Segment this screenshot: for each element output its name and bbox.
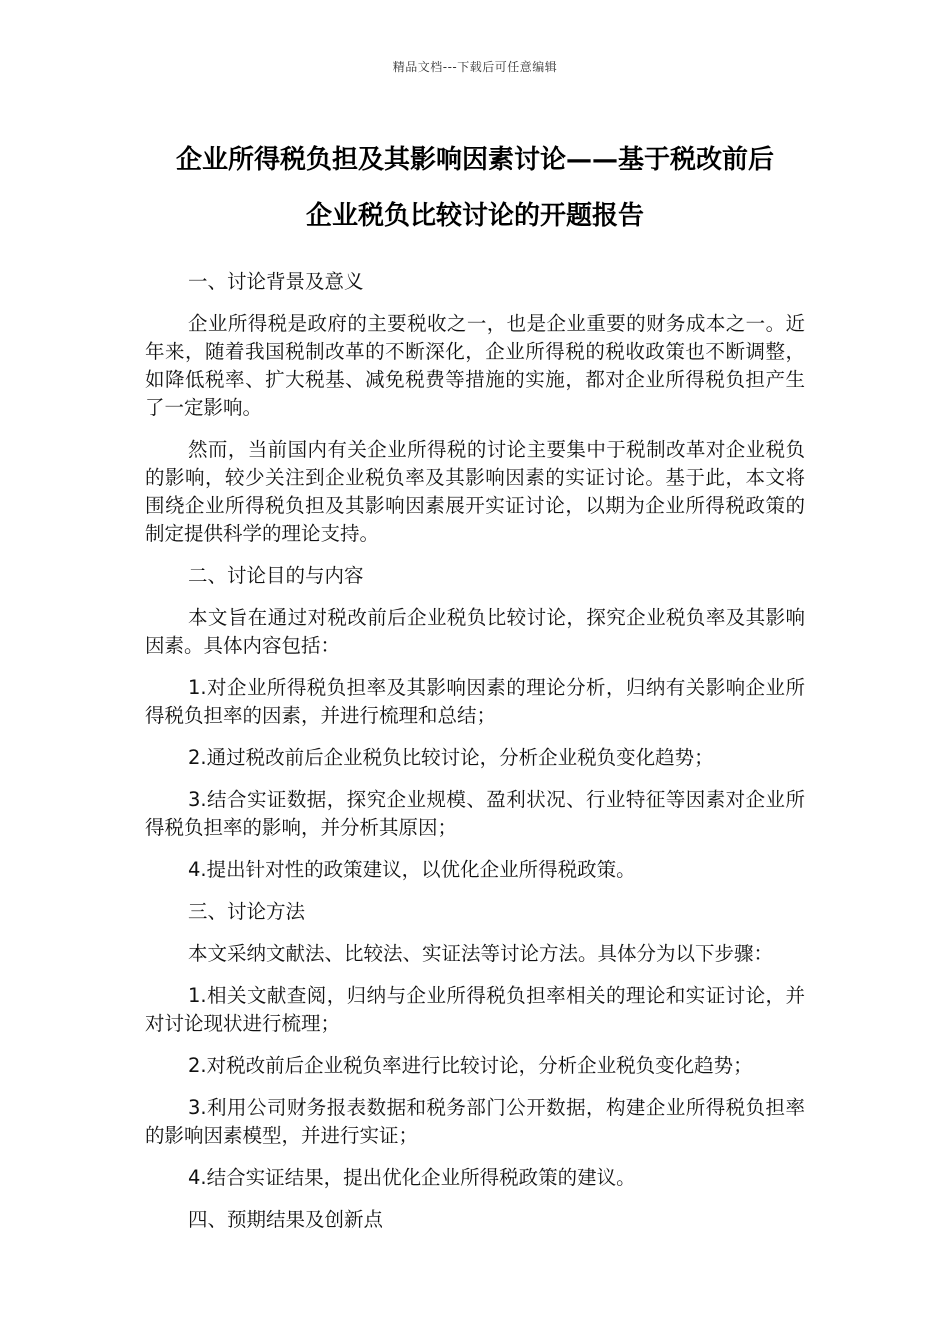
header-note: 精品文档---下载后可任意编辑 [392, 60, 558, 74]
list-item: 1.对企业所得税负担率及其影响因素的理论分析，归纳有关影响企业所得税负担率的因素，并进行梳理和总结； [145, 676, 805, 727]
document-title [120, 132, 830, 244]
list-item: 4.结合实证结果，提出优化企业所得税政策的建议。 [188, 1166, 636, 1189]
section-heading-purpose: 二、讨论目的与内容 [188, 564, 364, 587]
section-heading-method: 三、讨论方法 [188, 900, 306, 923]
section-heading-background: 一、讨论背景及意义 [188, 270, 364, 293]
list-item: 2.通过税改前后企业税负比较讨论，分析企业税负变化趋势； [188, 746, 714, 769]
list-item: 1.相关文献查阅，归纳与企业所得税负担率相关的理论和实证讨论，并对讨论现状进行梳理； [145, 984, 805, 1035]
list-item: 4.提出针对性的政策建议，以优化企业所得税政策。 [188, 858, 636, 881]
list-item: 3.利用公司财务报表数据和税务部门公开数据，构建企业所得税负担率的影响因素模型，并进行实证； [145, 1096, 805, 1147]
paragraph: 本文旨在通过对税改前后企业税负比较讨论，探究企业税负率及其影响因素。具体内容包括： [145, 606, 805, 657]
paragraph: 然而，当前国内有关企业所得税的讨论主要集中于税制改革对企业税负的影响，较少关注到企业税负率及其影响因素的实证讨论。基于此，本文将围绕企业所得税负担及其影响因素展开实证讨论，以期为企业所得税政策的制定提供科学的理论支持。 [145, 438, 805, 545]
list-item: 3.结合实证数据，探究企业规模、盈利状况、行业特征等因素对企业所得税负担率的影响，并分析其原因； [145, 788, 805, 839]
title-line-1: 企业所得税负担及其影响因素讨论——基于税改前后 [175, 145, 774, 175]
title-line-2: 企业税负比较讨论的开题报告 [305, 201, 644, 231]
document-body [145, 268, 805, 1248]
paragraph: 企业所得税是政府的主要税收之一，也是企业重要的财务成本之一。近年来，随着我国税制改革的不断深化，企业所得税的税收政策也不断调整，如降低税率、扩大税基、减免税费等措施的实施，都对企业所得税负担产生了一定影响。 [145, 312, 805, 419]
section-heading-expected-results: 四、预期结果及创新点 [188, 1208, 384, 1231]
list-item: 2.对税改前后企业税负率进行比较讨论，分析企业税负变化趋势； [188, 1054, 753, 1077]
paragraph: 本文采纳文献法、比较法、实证法等讨论方法。具体分为以下步骤： [188, 942, 774, 965]
